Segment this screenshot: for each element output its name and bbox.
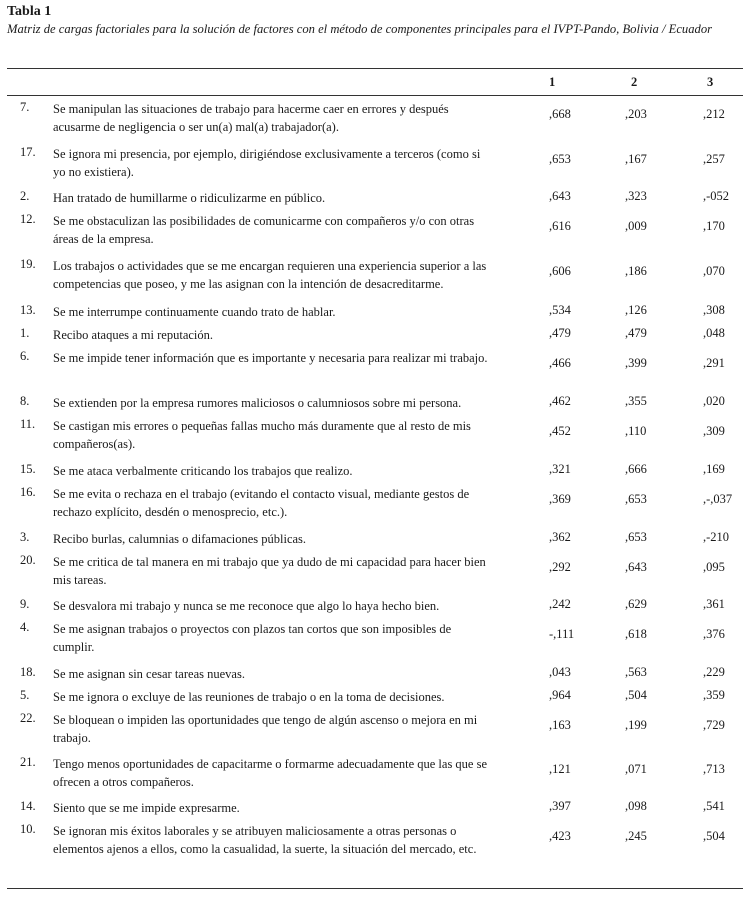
table-row <box>0 323 751 346</box>
item-number: 2. <box>20 189 30 203</box>
item-text: Recibo burlas, calumnias o difamaciones públicas. <box>53 532 307 546</box>
table-row <box>0 482 751 527</box>
table-bottom-rule <box>7 888 743 889</box>
loading-factor-3: ,257 <box>703 152 725 166</box>
item-text: Se me impide tener información que es importante y necesaria para realizar mi trabajo. <box>53 351 488 365</box>
column-header-factor-1: 1 <box>549 75 556 89</box>
loading-factor-3: ,713 <box>703 762 725 776</box>
loading-factor-3: ,170 <box>703 219 725 233</box>
loading-factor-3: ,169 <box>703 462 725 476</box>
loading-factor-1: ,397 <box>549 799 571 813</box>
loading-factor-3: ,095 <box>703 560 725 574</box>
loading-factor-1: ,479 <box>549 326 571 340</box>
loading-factor-3: ,309 <box>703 424 725 438</box>
loading-factor-3: ,-052 <box>703 189 730 203</box>
table-label: Tabla 1 <box>7 4 52 19</box>
loading-factor-1: ,606 <box>549 264 571 278</box>
loading-factor-2: ,653 <box>625 492 647 506</box>
loading-factor-2: ,245 <box>625 829 647 843</box>
table-row <box>0 254 751 300</box>
item-text: Se me asignan trabajos o proyectos con plazos tan cortos que son imposibles de cumplir. <box>53 622 452 654</box>
item-text: Se me interrumpe continuamente cuando trato de hablar. <box>53 305 336 319</box>
loading-factor-3: ,020 <box>703 394 725 408</box>
item-text: Se me critica de tal manera en mi trabajo que ya dudo de mi capacidad para hacer bien mis tareas. <box>53 555 486 587</box>
loading-factor-3: ,729 <box>703 718 725 732</box>
loading-factor-1: ,362 <box>549 530 571 544</box>
item-text: Se me evita o rechaza en el trabajo (evitando el contacto visual, mediante gestos de rechazo explícito, desdén o menosprecio, etc.). <box>53 487 470 519</box>
loading-factor-2: ,355 <box>625 394 647 408</box>
item-text: Se manipulan las situaciones de trabajo para hacerme caer en errores y después acusarme de negligencia o ser un(a) mal(a) trabajador(a). <box>53 102 449 134</box>
loading-factor-2: ,618 <box>625 627 647 641</box>
item-number: 11. <box>20 417 36 431</box>
table-row <box>0 617 751 662</box>
column-header-factor-2: 2 <box>631 75 638 89</box>
loading-factor-1: ,452 <box>549 424 571 438</box>
item-text: Se extienden por la empresa rumores maliciosos o calumniosos sobre mi persona. <box>53 396 462 410</box>
item-number: 20. <box>20 553 36 567</box>
item-number: 13. <box>20 303 36 317</box>
loading-factor-2: ,323 <box>625 189 647 203</box>
table-row <box>0 527 751 550</box>
loading-factor-1: -,111 <box>549 627 575 641</box>
item-text: Se bloquean o impiden las oportunidades que tengo de algún ascenso o mejora en mi trabajo. <box>53 713 478 745</box>
item-text: Los trabajos o actividades que se me encargan requieren una experiencia superior a las competencias que poseo, y me las asignan con la intención de desacreditarme. <box>53 259 487 291</box>
table-row <box>0 346 751 391</box>
item-text: Se ignoran mis éxitos laborales y se atribuyen maliciosamente a otras personas o elementos ajenos a ellos, como la casualidad, la suerte, la situación del mercado, etc. <box>53 824 477 856</box>
item-number: 17. <box>20 145 36 159</box>
loading-factor-1: ,423 <box>549 829 571 843</box>
loading-factor-1: ,534 <box>549 303 571 317</box>
table-row <box>0 391 751 414</box>
item-text: Han tratado de humillarme o ridiculizarme en público. <box>53 191 326 205</box>
item-number: 16. <box>20 485 36 499</box>
item-number: 4. <box>20 620 30 634</box>
item-number: 6. <box>20 349 30 363</box>
table-row <box>0 796 751 819</box>
loading-factor-2: ,126 <box>625 303 647 317</box>
loading-factor-3: ,-,037 <box>703 492 733 506</box>
loading-factor-2: ,098 <box>625 799 647 813</box>
loading-factor-3: ,048 <box>703 326 725 340</box>
loading-factor-3: ,291 <box>703 356 725 370</box>
loading-factor-3: ,070 <box>703 264 725 278</box>
loading-factor-1: ,466 <box>549 356 571 370</box>
loading-factor-2: ,563 <box>625 665 647 679</box>
item-number: 22. <box>20 711 36 725</box>
loading-factor-1: ,643 <box>549 189 571 203</box>
loading-factor-1: ,668 <box>549 107 571 121</box>
loading-factor-3: ,229 <box>703 665 725 679</box>
loading-factor-2: ,110 <box>625 424 647 438</box>
item-number: 9. <box>20 597 30 611</box>
loading-factor-1: ,616 <box>549 219 571 233</box>
item-number: 1. <box>20 326 30 340</box>
item-number: 21. <box>20 755 36 769</box>
loading-factor-1: ,163 <box>549 718 571 732</box>
table-row <box>0 186 751 209</box>
item-text: Recibo ataques a mi reputación. <box>53 328 214 342</box>
item-text: Se castigan mis errores o pequeñas fallas mucho más duramente que al resto de mis compañeros(as). <box>53 419 471 451</box>
loading-factor-2: ,629 <box>625 597 647 611</box>
item-text: Se ignora mi presencia, por ejemplo, dirigiéndose exclusivamente a terceros (como si yo no existiera). <box>53 147 481 179</box>
loading-factor-2: ,504 <box>625 688 647 702</box>
loading-factor-2: ,009 <box>625 219 647 233</box>
column-header-factor-3: 3 <box>707 75 714 89</box>
loading-factor-2: ,199 <box>625 718 647 732</box>
item-number: 8. <box>20 394 30 408</box>
loading-factor-2: ,479 <box>625 326 647 340</box>
loading-factor-1: ,292 <box>549 560 571 574</box>
loading-factor-1: ,121 <box>549 762 571 776</box>
item-text: Se me obstaculizan las posibilidades de comunicarme con compañeros y/o con otras áreas de la empresa. <box>53 214 475 246</box>
loading-factor-2: ,203 <box>625 107 647 121</box>
item-number: 5. <box>20 688 30 702</box>
table-row <box>0 142 751 186</box>
loading-factor-2: ,167 <box>625 152 647 166</box>
item-text: Tengo menos oportunidades de capacitarme o formarme adecuadamente que las que se ofrecen a otros compañeros. <box>53 757 488 789</box>
item-text: Se me asignan sin cesar tareas nuevas. <box>53 667 245 681</box>
table-top-rule <box>7 68 743 69</box>
loading-factor-3: ,-210 <box>703 530 730 544</box>
loading-factor-3: ,541 <box>703 799 725 813</box>
loading-factor-1: ,321 <box>549 462 571 476</box>
table-header-rule <box>7 95 743 96</box>
loading-factor-3: ,212 <box>703 107 725 121</box>
loading-factor-3: ,361 <box>703 597 725 611</box>
item-text: Se desvalora mi trabajo y nunca se me reconoce que algo lo haya hecho bien. <box>53 599 440 613</box>
loading-factor-1: ,242 <box>549 597 571 611</box>
loading-factor-2: ,186 <box>625 264 647 278</box>
loading-factor-1: ,369 <box>549 492 571 506</box>
table-body <box>0 97 751 883</box>
table-row <box>0 662 751 685</box>
loading-factor-1: ,964 <box>549 688 571 702</box>
loading-factor-2: ,643 <box>625 560 647 574</box>
loading-factor-3: ,504 <box>703 829 725 843</box>
item-number: 10. <box>20 822 36 836</box>
loading-factor-1: ,462 <box>549 394 571 408</box>
table-row <box>0 97 751 142</box>
loading-factor-1: ,653 <box>549 152 571 166</box>
loading-factor-2: ,653 <box>625 530 647 544</box>
table-row <box>0 459 751 482</box>
item-number: 7. <box>20 100 30 114</box>
loading-factor-1: ,043 <box>549 665 571 679</box>
loading-factor-3: ,359 <box>703 688 725 702</box>
table-row <box>0 708 751 752</box>
table-row <box>0 209 751 254</box>
item-number: 3. <box>20 530 30 544</box>
item-text: Siento que se me impide expresarme. <box>53 801 240 815</box>
table-row <box>0 819 751 883</box>
table-row <box>0 685 751 708</box>
table-row <box>0 414 751 459</box>
table-caption: Matriz de cargas factoriales para la solución de factores con el método de componentes principales para el IVPT-Pando, Bolivia / Ecuador <box>7 22 713 36</box>
item-number: 19. <box>20 257 36 271</box>
item-number: 12. <box>20 212 36 226</box>
table-row <box>0 594 751 617</box>
loading-factor-2: ,399 <box>625 356 647 370</box>
item-number: 18. <box>20 665 36 679</box>
loading-factor-3: ,376 <box>703 627 725 641</box>
item-number: 14. <box>20 799 36 813</box>
loading-factor-3: ,308 <box>703 303 725 317</box>
table-row <box>0 550 751 594</box>
table-row <box>0 300 751 323</box>
item-text: Se me ataca verbalmente criticando los trabajos que realizo. <box>53 464 353 478</box>
loading-factor-2: ,666 <box>625 462 647 476</box>
item-number: 15. <box>20 462 36 476</box>
table-row <box>0 752 751 796</box>
item-text: Se me ignora o excluye de las reuniones de trabajo o en la toma de decisiones. <box>53 690 445 704</box>
loading-factor-2: ,071 <box>625 762 647 776</box>
